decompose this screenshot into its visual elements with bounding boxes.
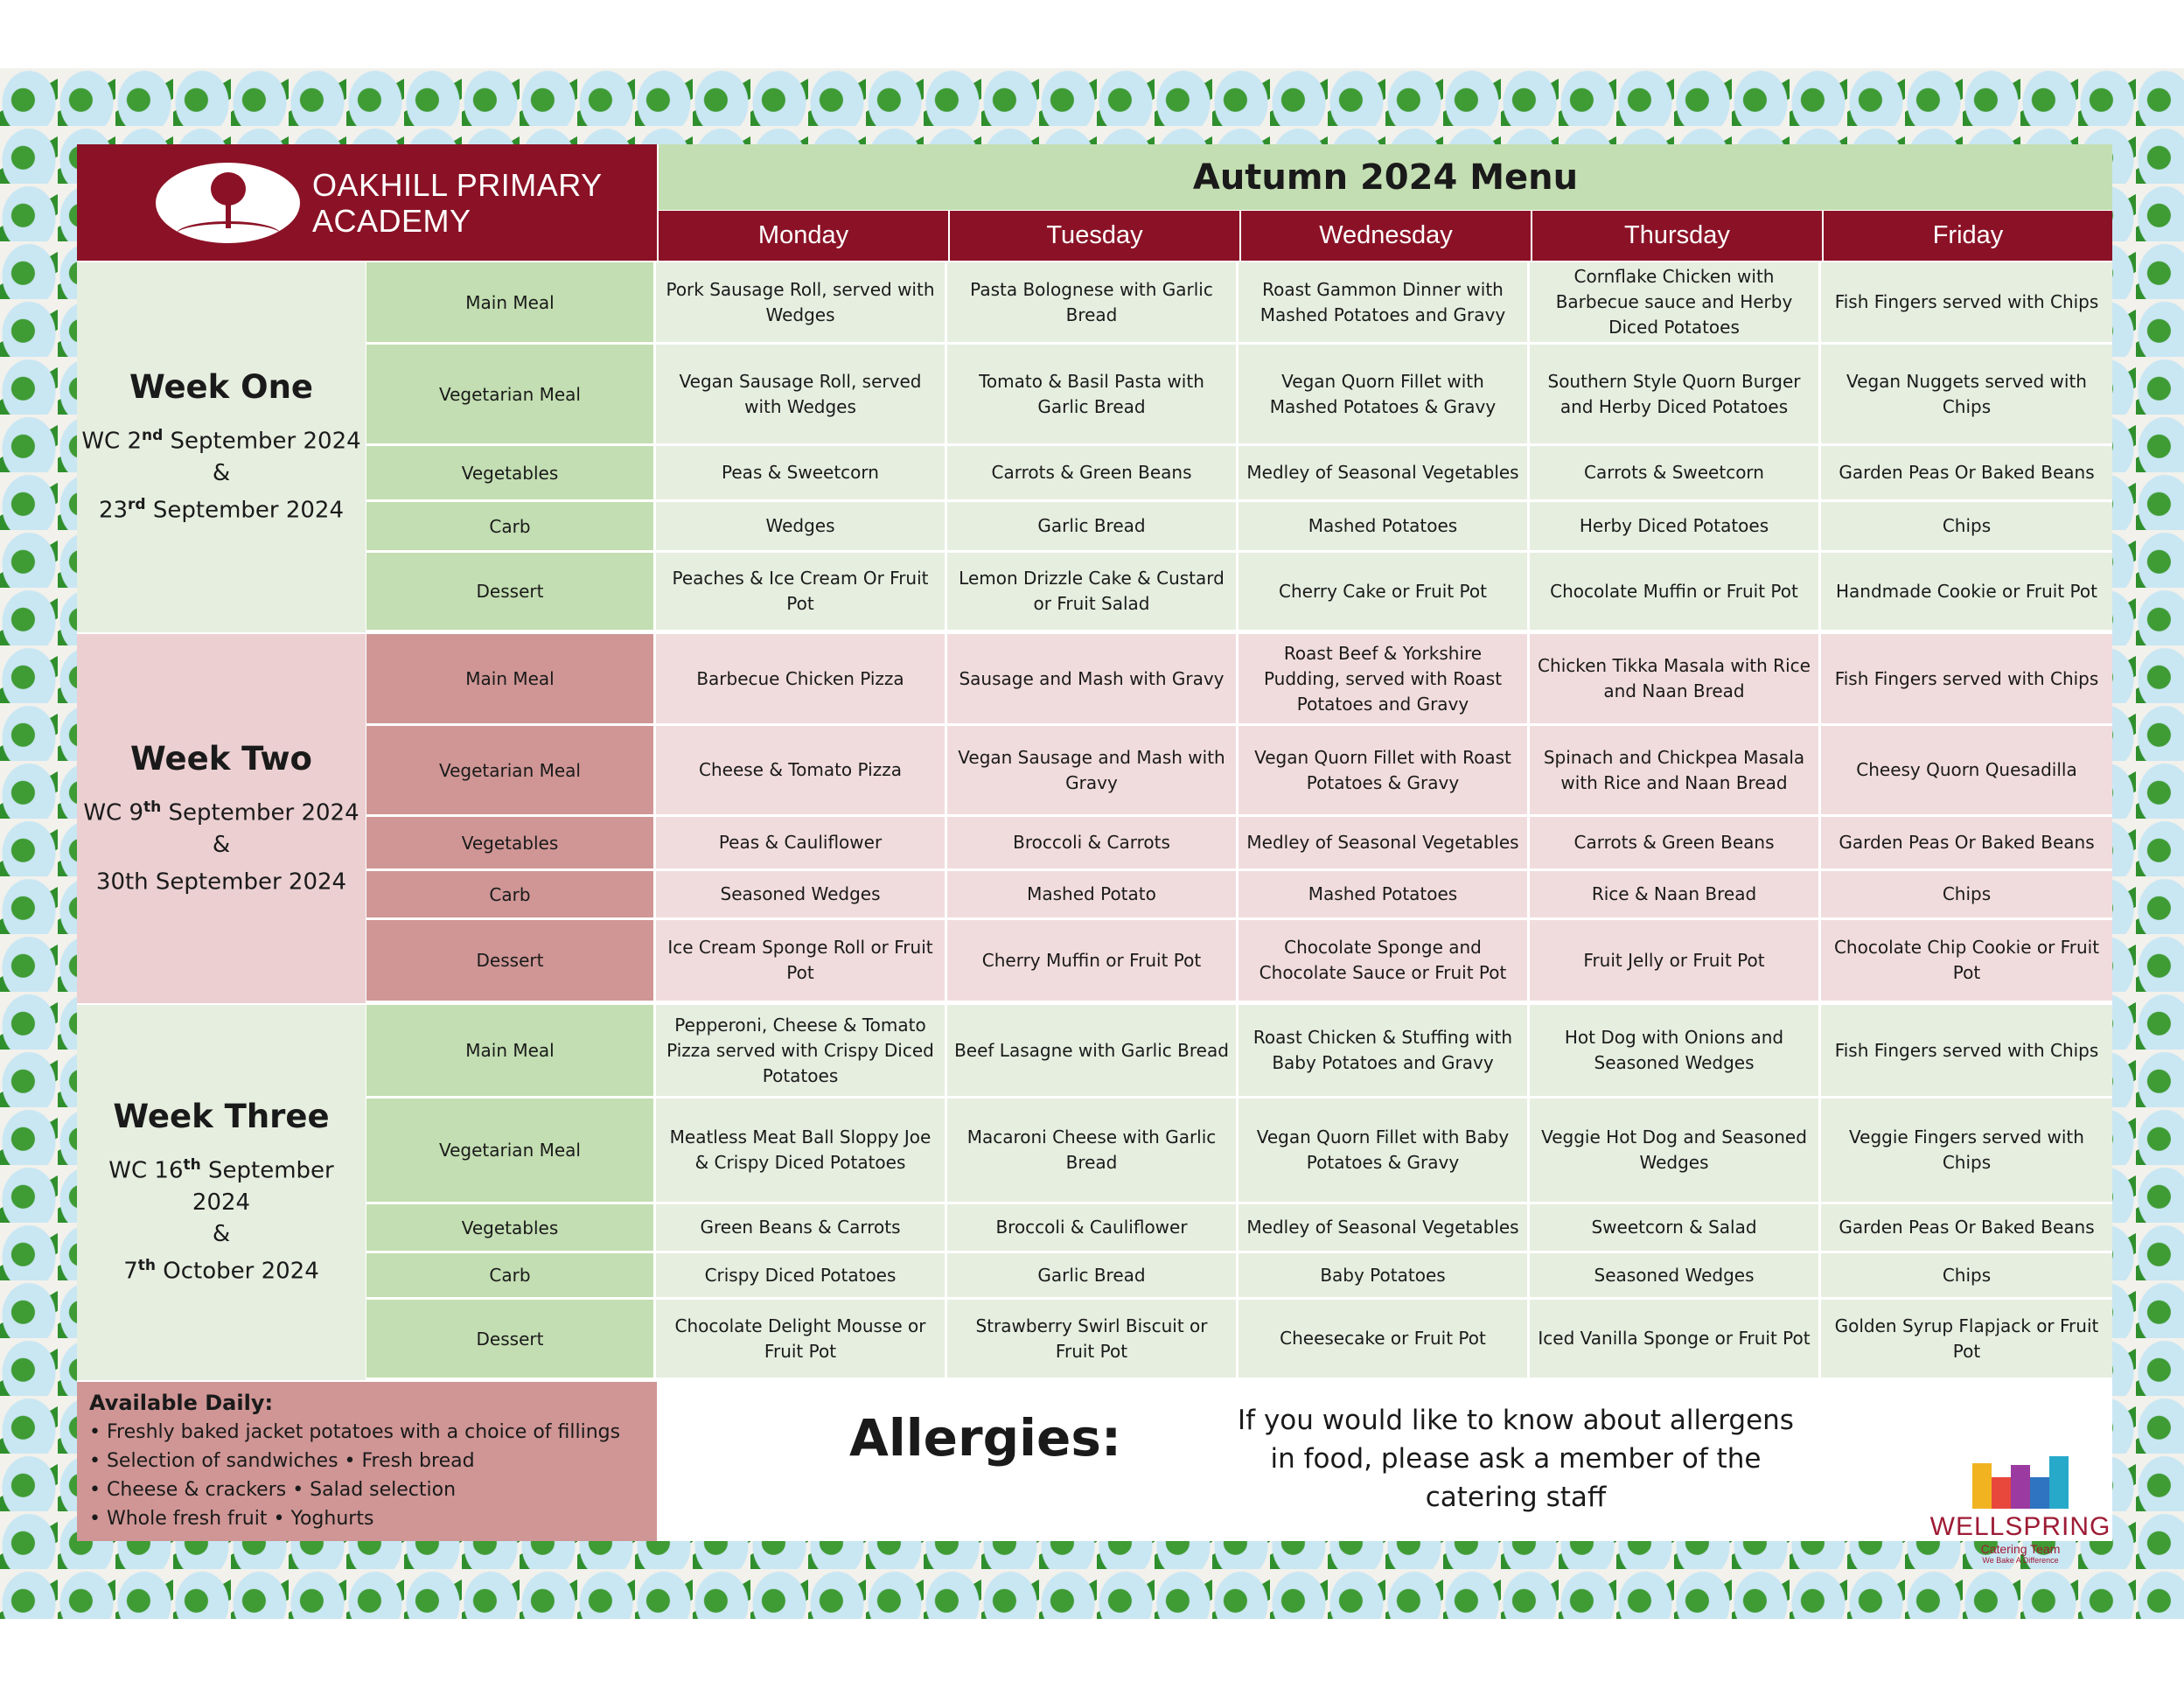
tree-icon — [202, 172, 255, 234]
meal-cell: Strawberry Swirl Biscuit or Fruit Pot — [947, 1300, 1239, 1380]
menu-card — [77, 144, 2112, 1541]
meal-cell: Chips — [1821, 1253, 2112, 1300]
menu-row-dessert — [366, 920, 2112, 1003]
week-date-start: WC 2nd September 2024 — [81, 427, 361, 455]
meal-cell: Medley of Seasonal Vegetables — [1239, 817, 1530, 871]
meal-cell: Herby Diced Potatoes — [1530, 502, 1821, 553]
available-daily-box — [77, 1382, 657, 1541]
meal-cell: Garden Peas Or Baked Beans — [1821, 1204, 2112, 1253]
week-title: Week One — [129, 368, 314, 407]
category-cell: Vegetarian Meal — [366, 345, 656, 446]
category-cell: Main Meal — [366, 1005, 656, 1099]
menu-row-main-meal — [366, 262, 2112, 345]
meal-cell: Lemon Drizzle Cake & Custard or Fruit Salad — [947, 553, 1239, 632]
menu-row-vegetarian — [366, 1099, 2112, 1204]
available-daily-line: • Selection of sandwiches • Fresh bread — [89, 1450, 475, 1472]
allergies-heading: Allergies: — [849, 1408, 1122, 1468]
meal-cell: Roast Gammon Dinner with Mashed Potatoes and Gravy — [1239, 262, 1530, 345]
meal-cell: Vegan Quorn Fillet with Mashed Potatoes & Gravy — [1239, 345, 1530, 446]
meal-cell: Chips — [1821, 502, 2112, 553]
menu-row-main-meal — [366, 1005, 2112, 1099]
category-cell: Carb — [366, 871, 656, 920]
meal-cell: Rice & Naan Bread — [1530, 871, 1821, 920]
school-logo — [156, 163, 300, 243]
menu-row-vegetables — [366, 817, 2112, 871]
category-cell: Vegetarian Meal — [366, 726, 656, 817]
wellspring-mark-icon — [1972, 1447, 2069, 1509]
menu-row-carb — [366, 1253, 2112, 1300]
meal-cell: Garden Peas Or Baked Beans — [1821, 817, 2112, 871]
menu-row-vegetables — [366, 446, 2112, 502]
school-name — [312, 167, 603, 239]
meal-cell: Veggie Hot Dog and Seasoned Wedges — [1530, 1099, 1821, 1204]
meal-cell: Medley of Seasonal Vegetables — [1239, 446, 1530, 502]
meal-cell: Chips — [1821, 871, 2112, 920]
week-date-amp: & — [212, 831, 231, 858]
meal-cell: Fish Fingers served with Chips — [1821, 634, 2112, 726]
school-header — [77, 144, 657, 261]
day-header-wednesday: Wednesday — [1241, 211, 1531, 261]
meal-cell: Carrots & Green Beans — [947, 446, 1239, 502]
meal-cell: Vegan Nuggets served with Chips — [1821, 345, 2112, 446]
meal-cell: Chicken Tikka Masala with Rice and Naan Bread — [1530, 634, 1821, 726]
week-date-start: WC 16th September 2024 — [108, 1156, 334, 1216]
meal-cell: Sausage and Mash with Gravy — [947, 634, 1239, 726]
meal-cell: Peas & Cauliflower — [656, 817, 947, 871]
meal-cell: Garlic Bread — [947, 1253, 1239, 1300]
menu-row-dessert — [366, 1300, 2112, 1380]
category-cell: Dessert — [366, 1300, 656, 1380]
week-three-block — [77, 1005, 2112, 1380]
category-cell: Main Meal — [366, 262, 656, 345]
meal-cell: Chocolate Sponge and Chocolate Sauce or Fruit Pot — [1239, 920, 1530, 1003]
meal-cell: Wedges — [656, 502, 947, 553]
meal-cell: Tomato & Basil Pasta with Garlic Bread — [947, 345, 1239, 446]
category-cell: Main Meal — [366, 634, 656, 726]
meal-cell: Meatless Meat Ball Sloppy Joe & Crispy Diced Potatoes — [656, 1099, 947, 1204]
meal-cell: Beef Lasagne with Garlic Bread — [947, 1005, 1239, 1099]
week-one-block — [77, 262, 2112, 632]
week-date-end: 30th September 2024 — [95, 868, 347, 896]
meal-cell: Cheese & Tomato Pizza — [656, 726, 947, 817]
meal-cell: Chocolate Muffin or Fruit Pot — [1530, 553, 1821, 632]
meal-cell: Medley of Seasonal Vegetables — [1239, 1204, 1530, 1253]
meal-cell: Chocolate Chip Cookie or Fruit Pot — [1821, 920, 2112, 1003]
meal-cell: Cherry Muffin or Fruit Pot — [947, 920, 1239, 1003]
day-header-thursday: Thursday — [1532, 211, 1822, 261]
caterer-name: WELLSPRING — [1929, 1512, 2111, 1541]
category-cell: Dessert — [366, 920, 656, 1003]
week-date-amp: & — [212, 1221, 231, 1247]
meal-cell: Mashed Potatoes — [1239, 502, 1530, 553]
meal-cell: Iced Vanilla Sponge or Fruit Pot — [1530, 1300, 1821, 1380]
week-label — [77, 262, 366, 632]
meal-cell: Veggie Fingers served with Chips — [1821, 1099, 2112, 1204]
meal-cell: Golden Syrup Flapjack or Fruit Pot — [1821, 1300, 2112, 1380]
category-cell: Carb — [366, 1253, 656, 1300]
wellspring-logo — [1911, 1447, 2130, 1570]
meal-cell: Chocolate Delight Mousse or Fruit Pot — [656, 1300, 947, 1380]
category-cell: Vegetarian Meal — [366, 1099, 656, 1204]
week-date-start: WC 9th September 2024 — [83, 798, 359, 827]
meal-cell: Pork Sausage Roll, served with Wedges — [656, 262, 947, 345]
meal-cell: Broccoli & Carrots — [947, 817, 1239, 871]
meal-cell: Garden Peas Or Baked Beans — [1821, 446, 2112, 502]
meal-cell: Southern Style Quorn Burger and Herby Diced Potatoes — [1530, 345, 1821, 446]
caterer-tagline: We Bake A Difference — [1982, 1556, 2059, 1565]
meal-cell: Handmade Cookie or Fruit Pot — [1821, 553, 2112, 632]
school-name-line2: ACADEMY — [312, 202, 471, 239]
meal-cell: Roast Beef & Yorkshire Pudding, served with Roast Potatoes and Gravy — [1239, 634, 1530, 726]
menu-row-vegetarian — [366, 345, 2112, 446]
week-two-block — [77, 634, 2112, 1003]
week-date-amp: & — [212, 460, 231, 486]
category-cell: Vegetables — [366, 1204, 656, 1253]
meal-cell: Mashed Potatoes — [1239, 871, 1530, 920]
menu-row-vegetables — [366, 1204, 2112, 1253]
meal-cell: Cheesecake or Fruit Pot — [1239, 1300, 1530, 1380]
school-name-line1: OAKHILL PRIMARY — [312, 166, 603, 203]
meal-cell: Seasoned Wedges — [656, 871, 947, 920]
category-cell: Carb — [366, 502, 656, 553]
meal-cell: Mashed Potato — [947, 871, 1239, 920]
menu-row-dessert — [366, 553, 2112, 632]
meal-cell: Macaroni Cheese with Garlic Bread — [947, 1099, 1239, 1204]
available-daily-line: • Cheese & crackers • Salad selection — [89, 1479, 457, 1501]
meal-cell: Green Beans & Carrots — [656, 1204, 947, 1253]
allergies-section — [659, 1382, 1822, 1541]
meal-cell: Cornflake Chicken with Barbecue sauce and Herby Diced Potatoes — [1530, 262, 1821, 345]
week-label — [77, 634, 366, 1003]
week-title: Week Two — [130, 739, 312, 778]
meal-cell: Ice Cream Sponge Roll or Fruit Pot — [656, 920, 947, 1003]
meal-cell: Vegan Sausage and Mash with Gravy — [947, 726, 1239, 817]
meal-cell: Carrots & Green Beans — [1530, 817, 1821, 871]
caterer-subtitle: Catering Team — [1980, 1542, 2061, 1556]
day-header-friday: Friday — [1824, 211, 2112, 261]
week-date-end: 7th October 2024 — [123, 1257, 319, 1285]
allergies-text: If you would like to know about allergens in food, please ask a member of the catering staff — [1238, 1405, 1794, 1513]
meal-cell: Carrots & Sweetcorn — [1530, 446, 1821, 502]
meal-cell: Seasoned Wedges — [1530, 1253, 1821, 1300]
meal-cell: Hot Dog with Onions and Seasoned Wedges — [1530, 1005, 1821, 1099]
meal-cell: Broccoli & Cauliflower — [947, 1204, 1239, 1253]
meal-cell: Peas & Sweetcorn — [656, 446, 947, 502]
meal-cell: Sweetcorn & Salad — [1530, 1204, 1821, 1253]
meal-cell: Vegan Quorn Fillet with Baby Potatoes & Gravy — [1239, 1099, 1530, 1204]
menu-row-main-meal — [366, 634, 2112, 726]
week-date-end: 23rd September 2024 — [98, 496, 345, 524]
meal-cell: Fish Fingers served with Chips — [1821, 1005, 2112, 1099]
meal-cell: Vegan Sausage Roll, served with Wedges — [656, 345, 947, 446]
available-daily-line: • Whole fresh fruit • Yoghurts — [89, 1508, 374, 1530]
meal-cell: Cherry Cake or Fruit Pot — [1239, 553, 1530, 632]
meal-cell: Peaches & Ice Cream Or Fruit Pot — [656, 553, 947, 632]
category-cell: Vegetables — [366, 817, 656, 871]
meal-cell: Baby Potatoes — [1239, 1253, 1530, 1300]
menu-row-carb — [366, 502, 2112, 553]
category-cell: Vegetables — [366, 446, 656, 502]
meal-cell: Pepperoni, Cheese & Tomato Pizza served with Crispy Diced Potatoes — [656, 1005, 947, 1099]
meal-cell: Spinach and Chickpea Masala with Rice and Naan Bread — [1530, 726, 1821, 817]
day-header-monday: Monday — [659, 211, 948, 261]
meal-cell: Roast Chicken & Stuffing with Baby Potatoes and Gravy — [1239, 1005, 1530, 1099]
category-cell: Dessert — [366, 553, 656, 632]
meal-cell: Crispy Diced Potatoes — [656, 1253, 947, 1300]
meal-cell: Garlic Bread — [947, 502, 1239, 553]
meal-cell: Pasta Bolognese with Garlic Bread — [947, 262, 1239, 345]
menu-row-carb — [366, 871, 2112, 920]
menu-title: Autumn 2024 Menu — [659, 144, 2112, 210]
available-daily-line: • Freshly baked jacket potatoes with a choice of fillings — [89, 1421, 621, 1443]
meal-cell: Barbecue Chicken Pizza — [656, 634, 947, 726]
week-label — [77, 1005, 366, 1380]
menu-row-vegetarian — [366, 726, 2112, 817]
available-daily-title: Available Daily: — [89, 1391, 274, 1415]
week-title: Week Three — [113, 1098, 330, 1136]
meal-cell: Fish Fingers served with Chips — [1821, 262, 2112, 345]
day-header-tuesday: Tuesday — [950, 211, 1239, 261]
meal-cell: Cheesy Quorn Quesadilla — [1821, 726, 2112, 817]
meal-cell: Fruit Jelly or Fruit Pot — [1530, 920, 1821, 1003]
meal-cell: Vegan Quorn Fillet with Roast Potatoes & Gravy — [1239, 726, 1530, 817]
